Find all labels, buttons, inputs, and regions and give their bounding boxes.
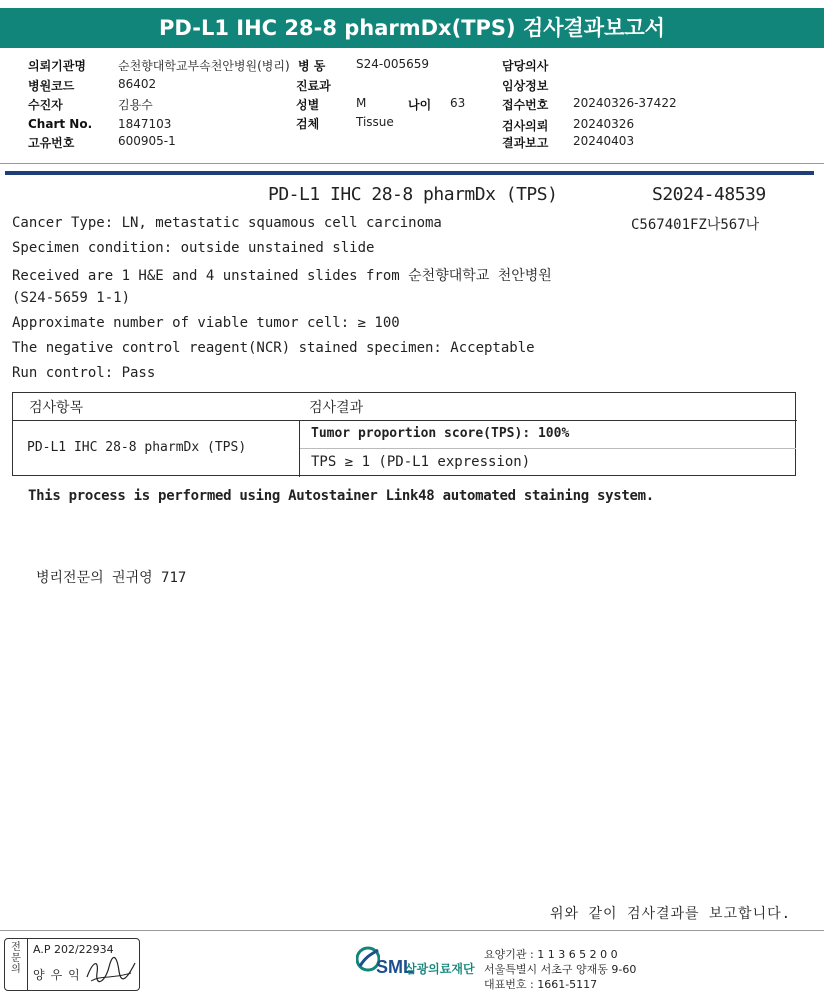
process-note: This process is performed using Autostainer Link48 automated staining system. — [28, 488, 654, 504]
foundation-name: 삼광의료재단 — [405, 962, 475, 976]
receipt-no-label: 접수번호 — [502, 98, 549, 112]
age-value: 63 — [450, 96, 466, 110]
body-line-ncr: The negative control reagent(NCR) stained specimen: Acceptable — [12, 340, 535, 356]
table-head-item: 검사항목 — [29, 400, 84, 416]
hospital-code-value: 86402 — [118, 77, 157, 91]
table-cell-expression: TPS ≥ 1 (PD-L1 expression) — [311, 454, 531, 470]
client-value: 순천향대학교부속천안병원(병리) — [118, 59, 290, 73]
patient-value: 김용수 — [118, 98, 153, 112]
body-line-slide-id: (S24-5659 1-1) — [12, 290, 131, 306]
report-date-value: 20240403 — [573, 134, 635, 148]
patient-label: 수진자 — [28, 98, 63, 112]
dept-label: 진료과 — [296, 79, 331, 93]
doctor-label: 담당의사 — [502, 59, 549, 73]
table-cell-tps: Tumor proportion score(TPS): 100% — [311, 426, 570, 441]
body-line-received: Received are 1 H&E and 4 unstained slides from 순천향대학교 천안병원 — [12, 268, 552, 284]
header-divider — [0, 163, 824, 164]
signature-box-divider — [27, 939, 28, 990]
closing-statement: 위와 같이 검사결과를 보고합니다. — [550, 906, 792, 922]
unique-no-label: 고유번호 — [28, 136, 75, 150]
table-head-result: 검사결과 — [309, 400, 364, 416]
body-line-run-control: Run control: Pass — [12, 365, 156, 381]
doctor-name: 양우익 — [33, 968, 86, 982]
hospital-code-label: 병원코드 — [28, 79, 75, 93]
report-title-bar: PD-L1 IHC 28-8 pharmDx(TPS) 검사결과보고서 — [0, 8, 824, 48]
request-date-label: 검사의뢰 — [502, 119, 549, 133]
receipt-no-value: 20240326-37422 — [573, 96, 677, 110]
unique-no-value: 600905-1 — [118, 134, 176, 148]
age-label: 나이 — [408, 98, 432, 112]
request-date-value: 20240326 — [573, 117, 635, 131]
signature-box — [4, 938, 140, 991]
sex-value: M — [356, 96, 367, 110]
chart-no-value: 1847103 — [118, 117, 172, 131]
clinical-info-label: 임상정보 — [502, 79, 549, 93]
specimen-value: Tissue — [356, 115, 394, 129]
body-line-cancer-type: Cancer Type: LN, metastatic squamous cell carcinoma — [12, 215, 442, 231]
chart-no-label: Chart No. — [28, 117, 93, 131]
report-rule — [5, 171, 814, 175]
footer-address: 서울특별시 서초구 양재동 9-60 — [484, 963, 637, 976]
handwritten-signature-icon — [83, 953, 139, 987]
body-line-tumor-cells: Approximate number of viable tumor cell: ≥ 100 — [12, 315, 400, 331]
footer-institution-code: 요양기관 : 1 1 3 6 5 2 0 0 — [484, 948, 618, 961]
specimen-label: 검체 — [296, 117, 320, 131]
report-date-label: 결과보고 — [502, 136, 549, 150]
report-heading: PD-L1 IHC 28-8 pharmDx (TPS) — [268, 184, 558, 205]
pathologist-signature-line: 병리전문의 권귀영 717 — [36, 570, 187, 586]
client-label: 의뢰기관명 — [28, 59, 86, 73]
specimen-code: C567401FZ나567나 — [631, 217, 760, 233]
ward-label: 병 동 — [298, 59, 326, 73]
table-result-divider — [300, 448, 796, 449]
specialist-label: 전문의 — [11, 942, 21, 975]
footer-divider — [0, 930, 824, 931]
table-divider — [13, 420, 797, 421]
result-table — [12, 392, 796, 476]
ward-value: S24-005659 — [356, 57, 430, 71]
sex-label: 성별 — [296, 98, 320, 112]
body-line-specimen: Specimen condition: outside unstained slide — [12, 240, 375, 256]
table-cell-item: PD-L1 IHC 28-8 pharmDx (TPS) — [27, 440, 247, 455]
table-column-divider — [299, 421, 300, 477]
footer-phone: 대표번호 : 1661-5117 — [484, 978, 598, 991]
sml-logo-text: SML — [376, 957, 414, 977]
report-number: S2024-48539 — [652, 184, 766, 205]
ap-number: A.P 202/22934 — [33, 943, 114, 956]
